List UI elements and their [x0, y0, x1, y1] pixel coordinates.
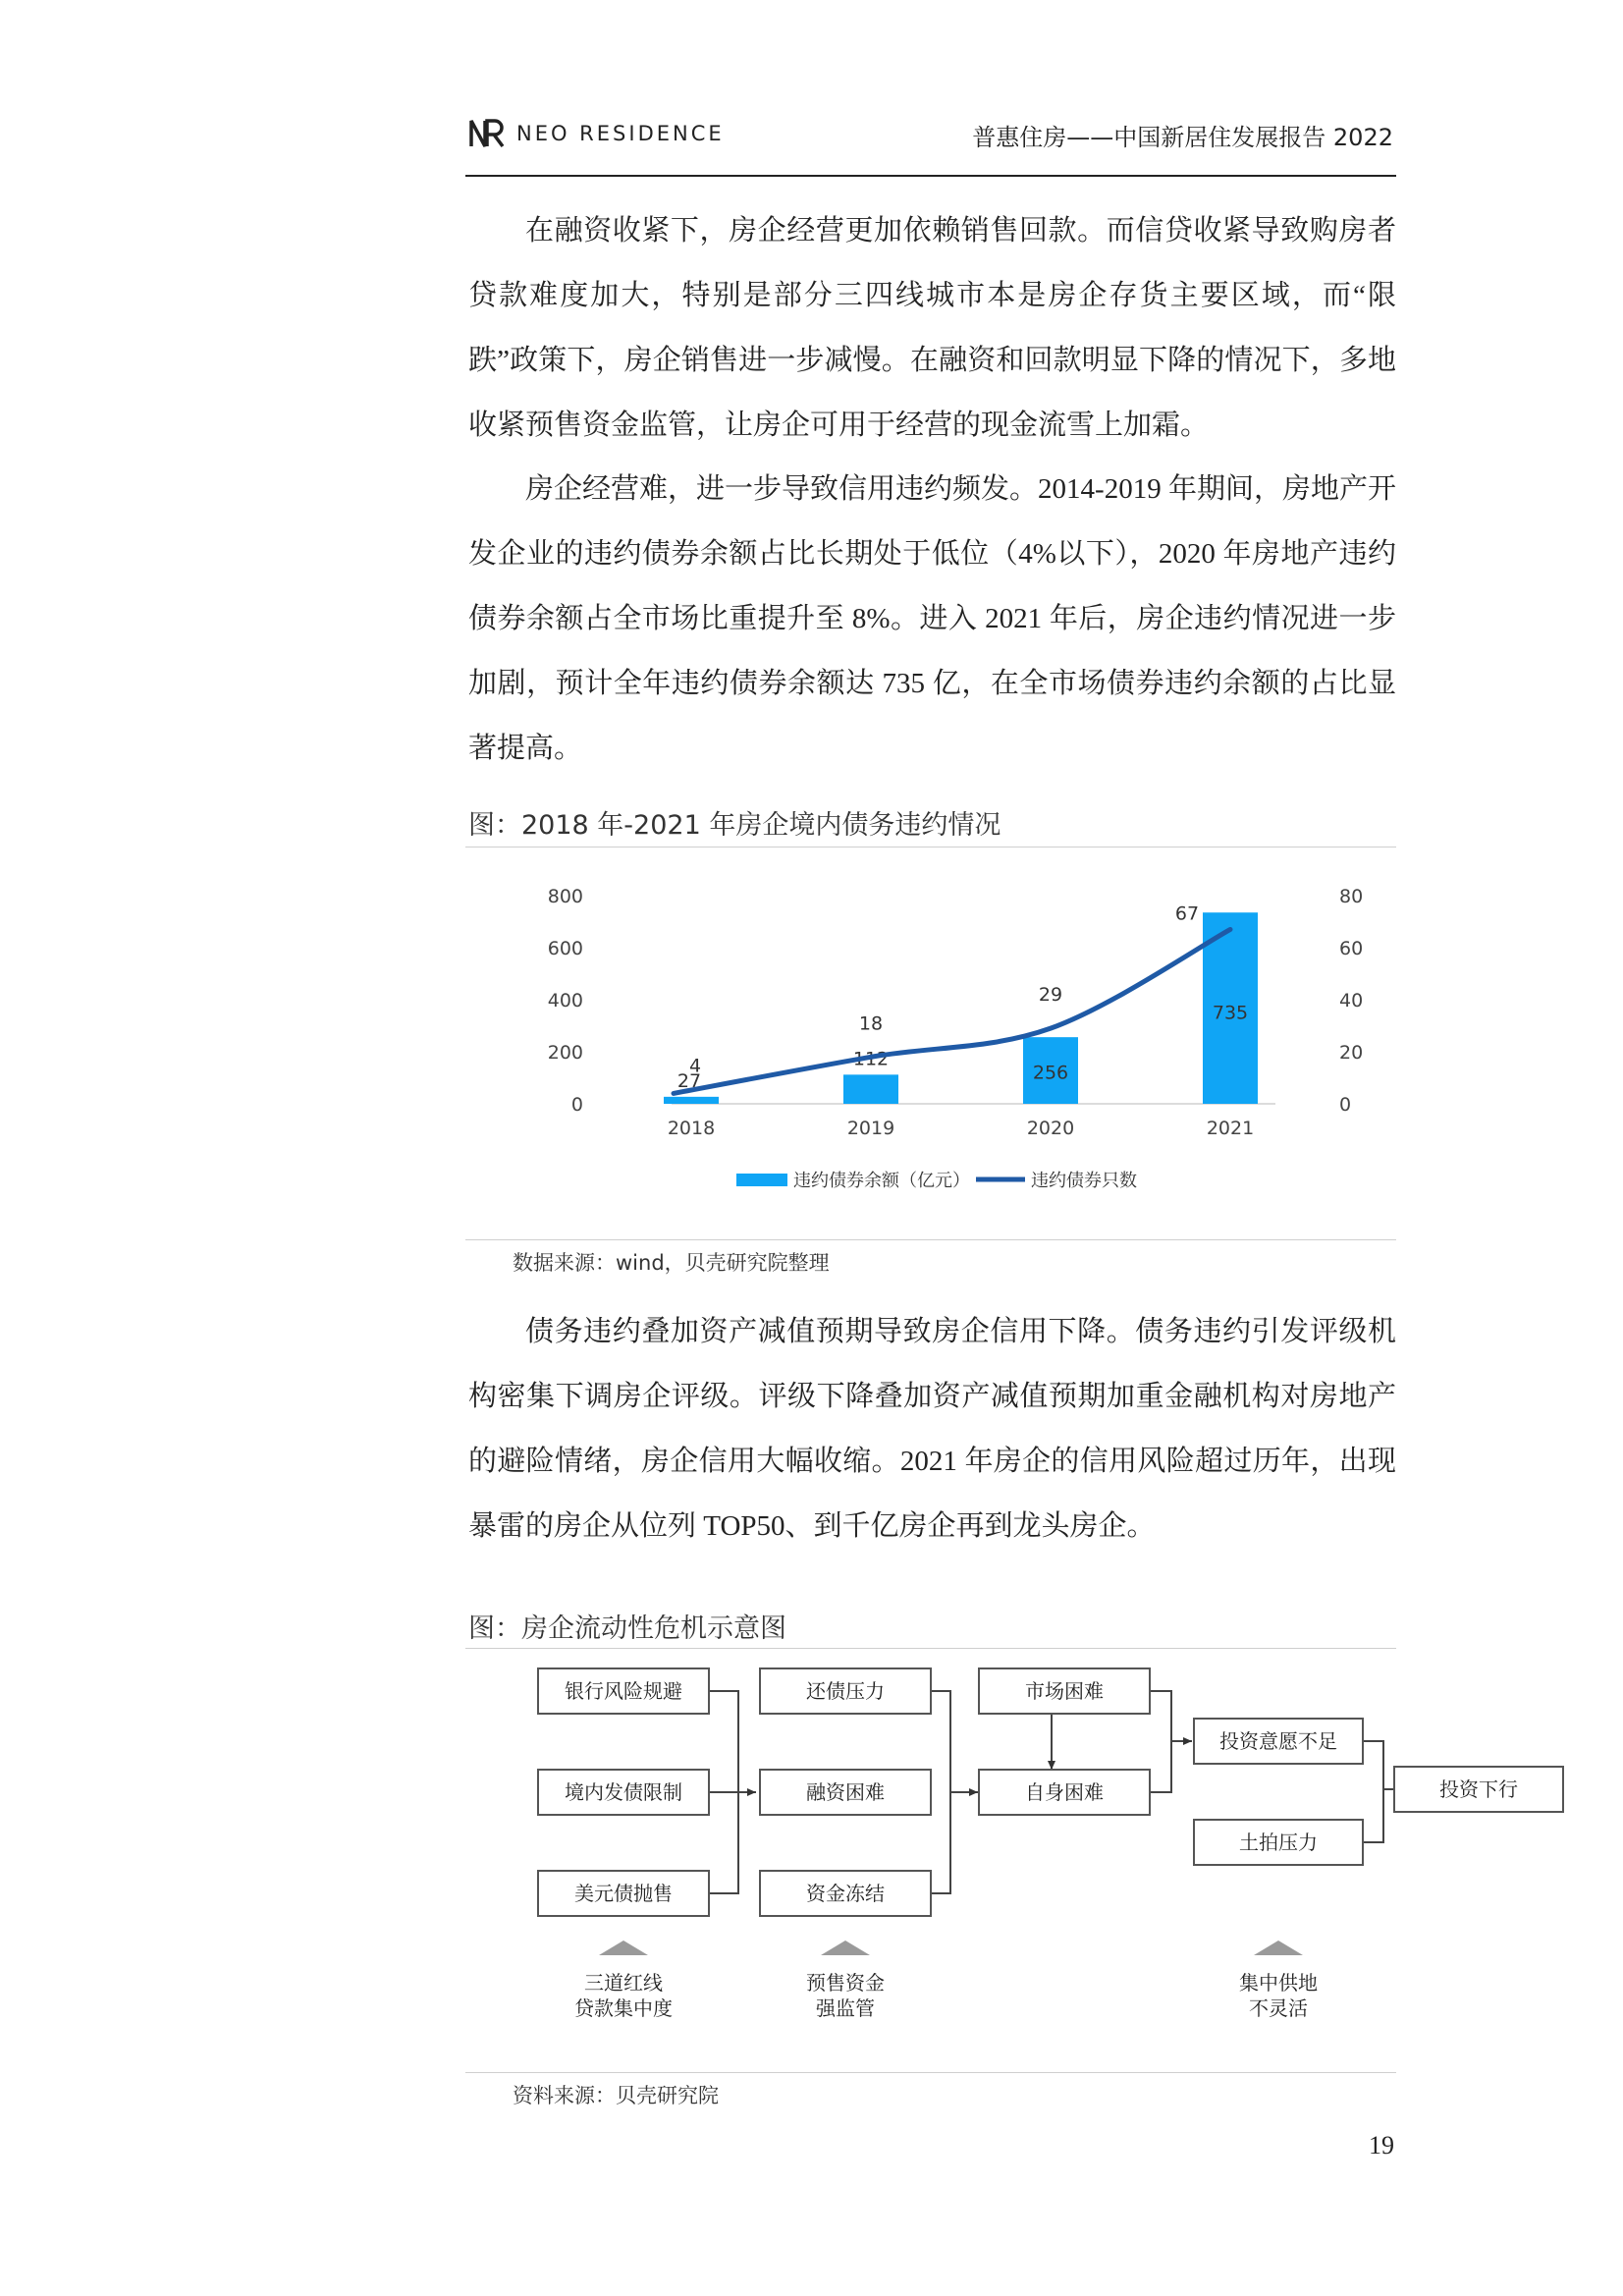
left-tick-label: 400 — [547, 990, 583, 1011]
line-value-label: 67 — [1174, 902, 1200, 925]
figure2-caption: 图：房企流动性危机示意图 — [468, 1613, 786, 1644]
label-usd-bond: 美元债抛售 — [574, 1882, 673, 1905]
label-financing-difficulty: 融资困难 — [806, 1780, 885, 1804]
liquidity-crisis-diagram — [465, 1650, 1518, 2072]
flow-notes — [574, 1971, 1318, 2020]
left-tick-label: 800 — [547, 886, 583, 907]
paragraph-financing: 在融资收紧下，房企经营更加依赖销售回款。而信贷收紧导致购房者贷款难度加大，特别是部分三四线城市本是房企存货主要区域，而“限跌”政策下，房企销售进一步减慢。在融资和回款明显下降的情况下，多地收紧预售资金监管，让房企可用于经营的现金流雪上加霜。 — [468, 215, 1396, 441]
page-number: 19 — [1369, 2131, 1394, 2159]
right-tick-label: 0 — [1339, 1094, 1352, 1116]
note-2-line2: 强监管 — [816, 1996, 875, 2020]
x-tick-label: 2018 — [667, 1118, 716, 1139]
bar-2018 — [664, 1097, 719, 1104]
figure2-source: 资料来源：贝壳研究院 — [513, 2084, 719, 2107]
bar-series — [664, 912, 1258, 1104]
figure2-bottom-rule — [465, 2072, 1396, 2073]
note-1-line1: 三道红线 — [584, 1971, 663, 1995]
note-3-line1: 集中供地 — [1239, 1971, 1318, 1995]
label-repay-pressure: 还债压力 — [806, 1679, 885, 1703]
bar-value-label: 112 — [852, 1048, 890, 1070]
left-tick-label: 600 — [547, 938, 583, 959]
header-divider — [465, 175, 1396, 177]
right-tick-label: 80 — [1339, 886, 1364, 907]
default-bond-chart — [465, 854, 1396, 1237]
report-title: 普惠住房——中国新居住发展报告 2022 — [972, 124, 1393, 151]
label-market-difficulty: 市场困难 — [1025, 1679, 1104, 1703]
label-bank-risk: 银行风险规避 — [565, 1679, 682, 1703]
label-funds-frozen: 资金冻结 — [806, 1882, 885, 1905]
right-tick-label: 20 — [1339, 1042, 1364, 1064]
right-tick-label: 40 — [1339, 990, 1364, 1011]
nr-logo-mark-icon — [469, 119, 505, 148]
label-investment-will: 投资意愿不足 — [1219, 1729, 1337, 1753]
bar-2019 — [843, 1074, 898, 1104]
label-self-difficulty: 自身困难 — [1025, 1780, 1104, 1804]
triangle-note-2 — [821, 1941, 870, 1955]
label-investment-down: 投资下行 — [1439, 1777, 1518, 1801]
bar-value-label: 256 — [1032, 1062, 1069, 1084]
paragraph-default: 房企经营难，进一步导致信用违约频发。2014-2019 年期间，房地产开发企业的违约债券余额占比长期处于低位（4%以下），2020 年房地产违约债券余额占全市场比重提升至 8%。进入 2021 年后，房企违约情况进一步加剧，预计全年违约债券余额达 735 亿，在全市场债券违约余额的占比显著提高。 — [468, 473, 1396, 764]
legend-line-label: 违约债券只数 — [1031, 1171, 1137, 1191]
line-value-label: 18 — [858, 1012, 884, 1035]
figure2-top-rule — [465, 1648, 1396, 1649]
brand-name: NEO RESIDENCE — [516, 122, 725, 145]
left-tick-label: 200 — [547, 1042, 583, 1064]
right-axis-ticks — [1339, 886, 1363, 1116]
neo-residence-logo — [469, 116, 725, 151]
legend-bar-swatch — [736, 1174, 787, 1186]
note-3-line2: 不灵活 — [1249, 1996, 1308, 2020]
bar-value-label: 27 — [676, 1069, 702, 1092]
note-2-line1: 预售资金 — [806, 1971, 885, 1995]
note-1-line2: 贷款集中度 — [574, 1996, 673, 2020]
bar-value-label: 735 — [1212, 1002, 1249, 1024]
figure1-source: 数据来源：wind，贝壳研究院整理 — [513, 1251, 830, 1275]
label-domestic-bond: 境内发债限制 — [565, 1780, 682, 1804]
triangle-note-1 — [599, 1941, 648, 1955]
line-series — [674, 929, 1230, 1093]
x-tick-label: 2020 — [1026, 1118, 1075, 1139]
x-tick-label: 2021 — [1206, 1118, 1255, 1139]
right-tick-label: 60 — [1339, 938, 1364, 959]
figure1-caption: 图：2018 年-2021 年房企境内债务违约情况 — [468, 810, 1001, 841]
figure1-bottom-rule — [465, 1239, 1396, 1240]
left-axis-ticks — [548, 886, 583, 1116]
legend-bar-label: 违约债券余额（亿元） — [793, 1171, 970, 1191]
label-land-pressure: 土拍压力 — [1239, 1831, 1318, 1854]
x-tick-label: 2019 — [846, 1118, 895, 1139]
triangle-note-3 — [1254, 1941, 1303, 1955]
line-value-label: 4 — [688, 1055, 702, 1077]
left-tick-label: 0 — [570, 1094, 583, 1116]
line-value-label: 29 — [1038, 984, 1063, 1007]
flow-note-triangles — [599, 1941, 1303, 1955]
legend — [736, 1171, 1137, 1191]
x-axis-ticks — [668, 1118, 1254, 1139]
paragraph-credit: 债务违约叠加资产减值预期导致房企信用下降。债务违约引发评级机构密集下调房企评级。评级下降叠加资产减值预期加重金融机构对房地产的避险情绪，房企信用大幅收缩。2021 年房企的信用风险超过历年，出现暴雷的房企从位列 TOP50、到千亿房企再到龙头房企。 — [468, 1316, 1396, 1542]
